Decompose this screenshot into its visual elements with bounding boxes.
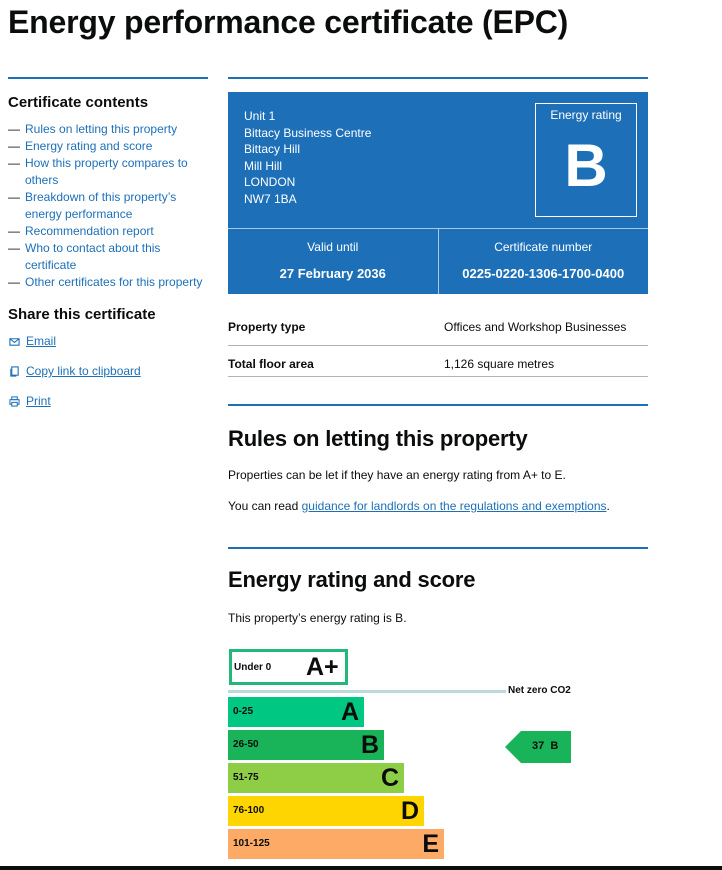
share-print-label: Print — [26, 394, 51, 408]
contents-link-breakdown[interactable]: Breakdown of this property’s energy performance — [25, 190, 177, 221]
sidebar — [8, 77, 208, 423]
address-line: LONDON — [244, 175, 296, 189]
contents-item — [8, 223, 208, 240]
contents-link-rules[interactable]: Rules on letting this property — [25, 122, 178, 136]
contents-item — [8, 189, 208, 223]
summary-key: Property type — [228, 320, 306, 334]
share-email-link[interactable] — [8, 333, 208, 349]
section-divider — [228, 547, 648, 549]
certificate-number-value: 0225-0220-1306-1700-0400 — [462, 266, 625, 281]
summary-row — [228, 309, 648, 346]
band-d — [228, 796, 424, 826]
rules-paragraph: Properties can be let if they have an energy rating from A+ to E. — [228, 468, 566, 482]
energy-rating-chart — [228, 648, 608, 870]
contents-link-recommendations[interactable]: Recommendation report — [25, 224, 154, 238]
contents-item — [8, 155, 208, 189]
contents-list — [8, 121, 208, 291]
band-c — [228, 763, 404, 793]
band-e — [228, 829, 444, 859]
score-intro: This property’s energy rating is B. — [228, 611, 407, 625]
band-letter: C — [380, 764, 399, 792]
contents-item — [8, 240, 208, 274]
energy-rating-box — [535, 103, 637, 217]
current-letter: B — [550, 740, 559, 752]
contents-link-other-certs[interactable]: Other certificates for this property — [25, 275, 203, 289]
address-line: Unit 1 — [244, 109, 276, 123]
certificate-number-label: Certificate number — [494, 240, 593, 254]
certificate-number — [438, 229, 649, 294]
band-range: 26-50 — [233, 739, 259, 750]
rules-guidance-paragraph — [228, 499, 648, 513]
property-address — [244, 108, 371, 207]
share-copy-label: Copy link to clipboard — [26, 364, 141, 378]
energy-rating-label: Energy rating — [550, 108, 622, 122]
band-range: 76-100 — [233, 805, 265, 816]
band-letter: B — [360, 731, 379, 759]
section-divider — [228, 404, 648, 406]
band-range: 51-75 — [233, 772, 259, 783]
band-range: Under 0 — [234, 662, 272, 673]
print-icon — [9, 396, 20, 407]
rules-guidance-suffix: . — [606, 499, 610, 513]
summary-value: Offices and Workshop Businesses — [444, 320, 627, 334]
contents-item — [8, 121, 208, 138]
valid-until — [228, 229, 438, 294]
share-title: Share this certificate — [8, 306, 156, 323]
rules-heading: Rules on letting this property — [228, 426, 528, 451]
bottom-edge-bar — [0, 866, 722, 870]
valid-until-label: Valid until — [307, 240, 359, 254]
contents-link-contact[interactable]: Who to contact about this certificate — [25, 241, 161, 272]
guidance-link[interactable]: guidance for landlords on the regulations and exemptions — [301, 499, 607, 513]
address-line: Bittacy Hill — [244, 142, 301, 156]
band-letter: D — [400, 797, 419, 825]
main-content — [228, 77, 648, 625]
rules-guidance-prefix: You can read — [228, 499, 302, 513]
current-rating-label — [532, 740, 558, 752]
band-letter: E — [422, 830, 439, 858]
share-copy-link[interactable] — [8, 363, 208, 379]
contents-link-rating[interactable]: Energy rating and score — [25, 139, 153, 153]
copy-icon — [9, 366, 20, 377]
address-line: NW7 1BA — [244, 191, 297, 206]
band-letter: A+ — [306, 653, 339, 681]
band-range: 0-25 — [233, 706, 254, 717]
contents-item — [8, 274, 208, 291]
share-email-label: Email — [26, 334, 57, 348]
band-a-plus — [229, 649, 348, 685]
net-zero-line — [228, 690, 506, 693]
property-summary-list — [228, 309, 648, 377]
address-line: Mill Hill — [244, 158, 282, 173]
contents-title: Certificate contents — [8, 94, 149, 111]
band-letter: A — [340, 698, 359, 726]
current-rating-pointer — [505, 731, 571, 763]
band-b — [228, 730, 384, 760]
score-heading: Energy rating and score — [228, 567, 476, 592]
valid-until-value: 27 February 2036 — [279, 266, 386, 281]
net-zero-label: Net zero CO2 — [508, 685, 571, 696]
contents-link-compare[interactable]: How this property compares to others — [25, 156, 188, 187]
share-print-link[interactable] — [8, 393, 208, 409]
contents-item — [8, 138, 208, 155]
band-range: 101-125 — [233, 838, 270, 849]
summary-value: 1,126 square metres — [444, 357, 555, 371]
email-icon — [9, 336, 20, 347]
energy-rating-letter: B — [564, 132, 608, 199]
address-line: Bittacy Business Centre — [244, 125, 372, 140]
top-divider — [228, 77, 648, 79]
current-score: 37 — [532, 740, 545, 752]
summary-row — [228, 346, 648, 377]
band-a — [228, 697, 364, 727]
page-title: Energy performance certificate (EPC) — [8, 4, 569, 40]
summary-key: Total floor area — [228, 357, 314, 371]
epc-summary-card — [228, 92, 648, 294]
